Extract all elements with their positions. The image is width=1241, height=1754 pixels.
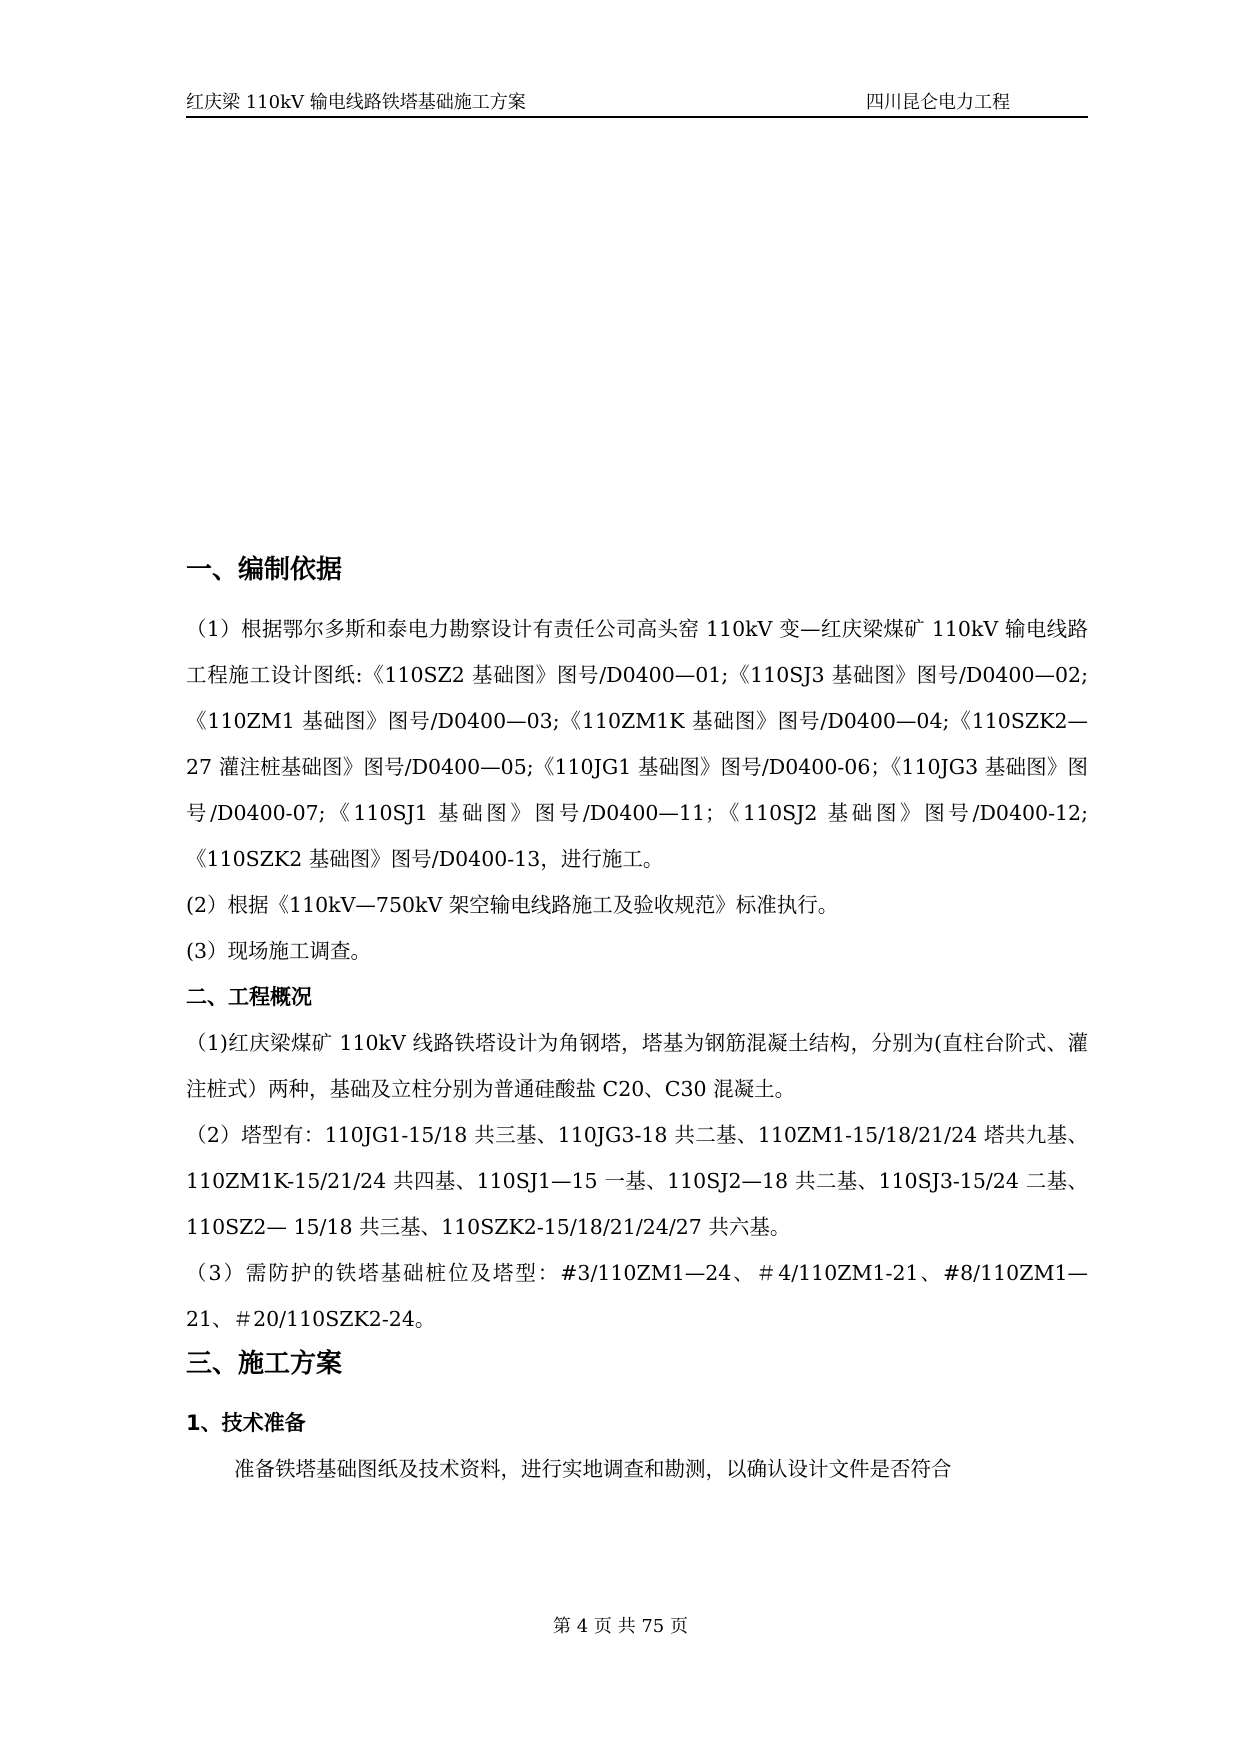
paragraph-basis-3: (3）现场施工调查。 xyxy=(186,939,372,963)
page-header xyxy=(186,86,1088,118)
paragraph-overview-2: （2）塔型有：110JG1-15/18 共三基、110JG3-18 共二基、110ZM1-15/18/21/24 塔共九基、110ZM1K-15/21/24 共四基、110SJ1—15 一基、110SJ2—18 共二基、110SJ3-15/24 二基、110SZ2— 15/18 共三基、110SZK2-15/18/21/24/27 共六基。 xyxy=(186,1123,1088,1239)
header-document-title: 红庆梁 110kV 输电线路铁塔基础施工方案 xyxy=(186,92,526,113)
section-heading-construction-plan: 三、施工方案 xyxy=(186,1349,343,1379)
paragraph-basis-1: （1）根据鄂尔多斯和泰电力勘察设计有责任公司高头窑 110kV 变—红庆梁煤矿 110kV 输电线路工程施工设计图纸:《110SZ2 基础图》图号/D0400—01;《110SJ3 基础图》图号/D0400—02;《110ZM1 基础图》图号/D0400—03;《110ZM1K 基础图》图号/D0400—04;《110SZK2—27 灌注桩基础图》图号/D0400—05;《110JG1 基础图》图号/D0400-06；《110JG3 基础图》图号/D0400-07;《110SJ1 基础图》图号/D0400—11；《110SJ2 基础图》图号/D0400-12;《110SZK2 基础图》图号/D0400-13，进行施工。 xyxy=(186,617,1088,871)
paragraph-basis-2: (2）根据《110kV—750kV 架空输电线路施工及验收规范》标准执行。 xyxy=(186,893,839,917)
paragraph-technical-prep: 准备铁塔基础图纸及技术资料，进行实地调查和勘测，以确认设计文件是否符合 xyxy=(234,1457,952,1481)
section-heading-basis: 一、编制依据 xyxy=(186,555,343,585)
paragraph-overview-1: （1)红庆梁煤矿 110kV 线路铁塔设计为角钢塔，塔基为钢筋混凝土结构，分别为(直柱台阶式、灌注桩式）两种，基础及立柱分别为普通硅酸盐 C20、C30 混凝土。 xyxy=(186,1031,1088,1101)
paragraph-overview-3: （3）需防护的铁塔基础桩位及塔型：#3/110ZM1—24、＃4/110ZM1-21、#8/110ZM1—21、＃20/110SZK2-24。 xyxy=(186,1261,1088,1331)
page-number: 第 4 页 共 75 页 xyxy=(553,1616,688,1637)
header-company-name: 四川昆仑电力工程 xyxy=(866,92,1010,113)
subsection-heading-technical-prep: 1、技术准备 xyxy=(186,1411,306,1435)
page-footer xyxy=(0,1612,1241,1638)
document-body xyxy=(186,548,1088,1492)
section-heading-overview: 二、工程概况 xyxy=(186,985,312,1009)
